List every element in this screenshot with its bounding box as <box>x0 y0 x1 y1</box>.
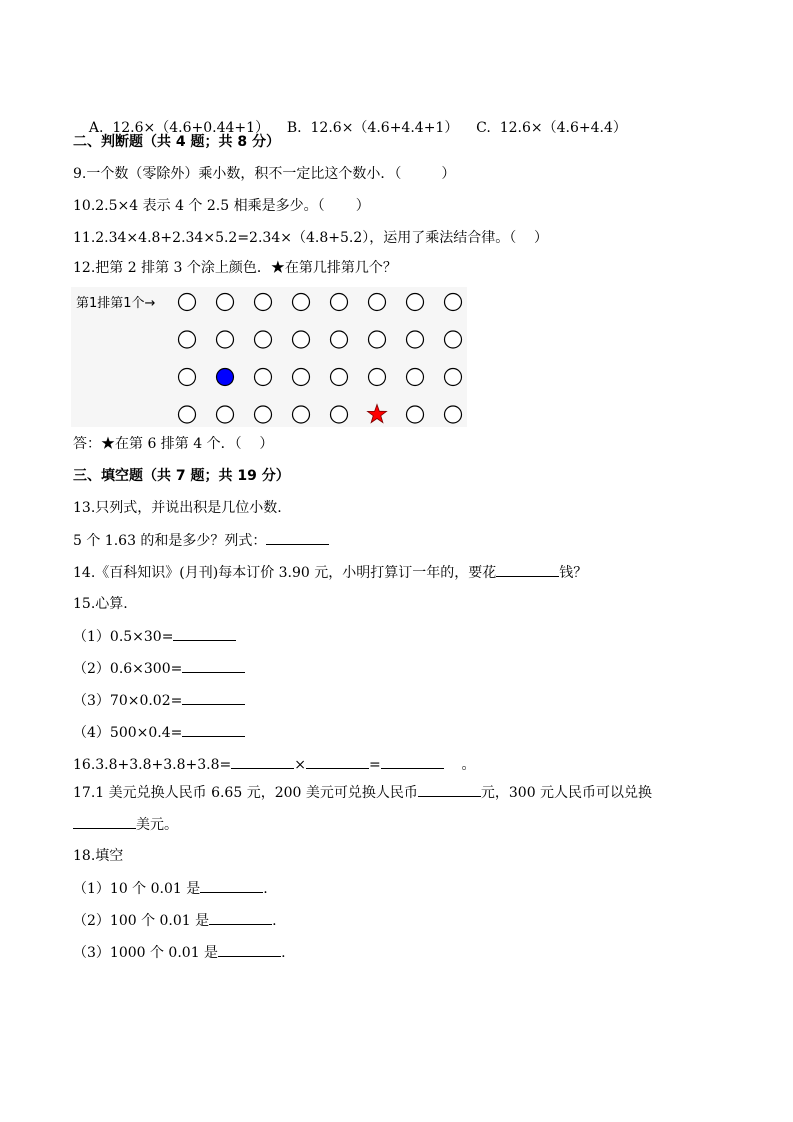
answer-blank[interactable] <box>209 910 272 925</box>
seat-circle <box>179 294 196 311</box>
answer-blank[interactable] <box>200 878 263 893</box>
question-12-answer: 答：★在第 6 排第 4 个．（ ） <box>73 436 274 452</box>
seat-circle <box>217 294 234 311</box>
answer-blank[interactable] <box>218 942 281 957</box>
q18-item-3: （3）1000 个 0.01 是 . <box>73 942 286 963</box>
seat-circle <box>255 369 272 386</box>
seat-circle <box>179 331 196 348</box>
grid-svg <box>71 287 467 427</box>
question-13: 13.只列式，并说出积是几位小数. <box>73 500 282 516</box>
q18-item-2: （2）100 个 0.01 是 . <box>73 910 277 931</box>
seat-circle <box>445 406 462 423</box>
answer-blank[interactable] <box>73 814 136 829</box>
seat-circle <box>255 331 272 348</box>
question-16: 16.3.8+3.8+3.8+3.8= × = 。 <box>73 754 476 775</box>
answer-blank[interactable] <box>496 562 559 577</box>
seat-circle <box>255 294 272 311</box>
seat-circle <box>293 369 310 386</box>
question-15: 15.心算. <box>73 596 128 612</box>
seat-grid <box>71 287 467 427</box>
q15-item-3: （3）70×0.02= <box>73 690 245 711</box>
seat-circle <box>217 331 234 348</box>
question-14: 14.《百科知识》(月刊)每本订价 3.90 元，小明打算订一年的，要花 钱？ <box>73 562 587 583</box>
seat-circle <box>407 294 424 311</box>
arrow-right-icon: → <box>144 296 156 311</box>
seat-circle <box>369 294 386 311</box>
q15-item-2: （2）0.6×300= <box>73 658 245 679</box>
seat-circle <box>293 331 310 348</box>
section2-title: 二、判断题（共 4 题；共 8 分） <box>73 134 280 150</box>
seat-circle <box>179 369 196 386</box>
answer-blank[interactable] <box>182 722 245 737</box>
answer-blank[interactable] <box>306 754 369 769</box>
question-17: 17.1 美元兑换人民币 6.65 元，200 美元可兑换人民币 元，300 元人民币可以兑换 <box>73 782 652 803</box>
seat-circle <box>445 331 462 348</box>
question-10: 10.2.5×4 表示 4 个 2.5 相乘是多少。（ ） <box>73 198 370 214</box>
filled-seat-circle <box>217 369 234 386</box>
grid-label: 第1排第1个→ <box>76 296 156 311</box>
seat-circle <box>445 294 462 311</box>
question-12: 12.把第 2 排第 3 个涂上颜色．★在第几排第几个？ <box>73 260 397 276</box>
q15-item-1: （1）0.5×30= <box>73 626 236 647</box>
question-9: 9.一个数（零除外）乘小数，积不一定比这个数小．（ ） <box>73 166 456 182</box>
section3-title: 三、填空题（共 7 题；共 19 分） <box>73 468 290 484</box>
answer-blank[interactable] <box>182 690 245 705</box>
seat-circle <box>293 406 310 423</box>
seat-circle <box>331 369 348 386</box>
seat-circle <box>369 369 386 386</box>
seat-circle <box>369 331 386 348</box>
question-18: 18.填空 <box>73 848 124 864</box>
seat-circle <box>331 406 348 423</box>
seat-circle <box>255 406 272 423</box>
answer-blank[interactable] <box>173 626 236 641</box>
star-icon <box>367 405 386 423</box>
seat-circle <box>293 294 310 311</box>
seat-circle <box>217 406 234 423</box>
seat-circle <box>331 294 348 311</box>
seat-circle <box>407 331 424 348</box>
seat-circle <box>179 406 196 423</box>
q18-item-1: （1）10 个 0.01 是 . <box>73 878 268 899</box>
seat-circle <box>407 369 424 386</box>
option-a: A. 12.6×（4.6+0.44+1） <box>88 120 270 136</box>
answer-blank[interactable] <box>182 658 245 673</box>
seat-circle <box>407 406 424 423</box>
question-17-cont: 美元。 <box>73 814 178 835</box>
q15-item-4: （4）500×0.4= <box>73 722 245 743</box>
seat-circle <box>331 331 348 348</box>
option-c: C. 12.6×（4.6+4.4） <box>476 120 627 136</box>
answer-blank[interactable] <box>381 754 444 769</box>
question-11: 11.2.34×4.8+2.34×5.2=2.34×（4.8+5.2），运用了乘法结合律。（ ） <box>73 230 549 246</box>
option-b: B. 12.6×（4.6+4.4+1） <box>286 120 459 136</box>
seat-circle <box>445 369 462 386</box>
answer-blank[interactable] <box>418 782 481 797</box>
answer-blank[interactable] <box>266 530 329 545</box>
question-13-sub: 5 个 1.63 的和是多少？列式： <box>73 530 329 551</box>
answer-blank[interactable] <box>231 754 294 769</box>
